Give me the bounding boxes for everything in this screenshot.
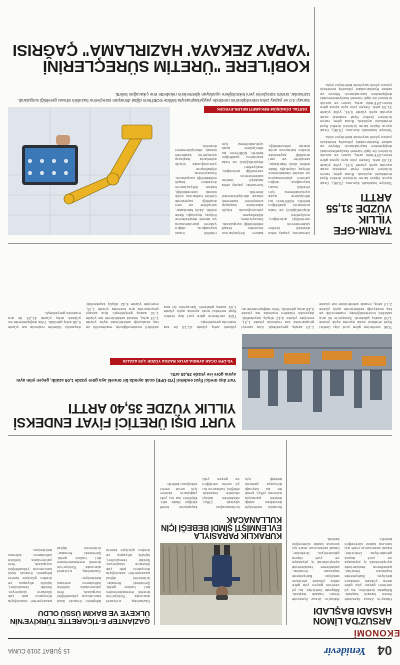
ppi-paragraph: TÜİK verilerine göre yurt dışı üretici fiyat endeksi ocak ayında aylık yüzde 1,05 azalış gösterdi. Sanayinin iki ana sektörü incelendiğinde, madencilik ve taş ocakçılığı sektöründe aylık yüzde 2,13 artış, imalat sektöründe ise yüzde 1,10 azalış gerçekleşti. Ana sanayi gruplarında ara malında yüzde 1,31, enerjide yüzde 4,42 düşüş kaydedildi; dayanıklı tüketim malında ise yüzde 0,48 artış görüldü. Yıllık değişimlerde en yüksek artış yüzde 41,25 ile ara malında gerçekleşti.: [163, 302, 392, 329]
newspaper-logo: Yenidevir: [323, 645, 366, 657]
main-kicker: DİJİTAL DÖNÜŞÜM REKABETİ BELİRLEYECEK: [204, 106, 310, 113]
drought-headline: ARSUZ'DA LİMON HASADI BAŞLADI: [313, 605, 392, 626]
robot-arm-photo: [8, 107, 170, 235]
page-number: 04: [377, 643, 392, 658]
section-label: EKONOMİ: [353, 628, 400, 638]
ppi-paragraph-cont: TÜİK verilerine göre yurt dışı üretici fiyat endeksi ocak ayında aylık yüzde 1,05 azalış gösterdi. Sanayinin iki ana sektörü incelendiğinde, madencilik ve taş ocakçılığı sektöründe aylık yüzde 2,13 artış, imalat sektöründe ise yüzde 1,10 azalış gerçekleşti. Ana sanayi gruplarında ara malında yüzde 1,31, enerjide yüzde 4,42 düşüş kaydedildi; dayanıklı tüketim malında ise yüzde 0,48 artış görüldü. Yıllık değişimlerde en yüksek artış yüzde 41,25 ile ara malında gerçekleşti.: [8, 302, 237, 329]
farmer-photo: [160, 543, 282, 625]
agri-ppi-paragraph-cont: Türkiye İstatistik Kurumu (TÜİK), Ocak ayına ilişkin tarım ürünleri üretici fiyat endeksini açıkladı. Buna göre, tarım ürünleri üretici fiyat endeksi ocak ayında aylık yüzde 5,91, yıllık yüzde 31,55 arttı. Geçen yılın aynı ayına göre tarım-ÜFE'deki artış, tarım ve avcılık ürünleri ile ilgili hizmet faaliyetlerindeki değişimden kaynaklandı. Meyve ve sebze fiyatlarındaki yükseliş endeksin yukarı yönlü seyrinde belirleyici oldu.: [320, 82, 392, 133]
column-divider: [154, 440, 155, 625]
agri-ppi-body: [320, 7, 392, 185]
ecommerce-paragraph-cont: Gaziantep, e-ticaret alanında Türkiye'nin önemli merkezlerinden biri haline geldi. Şehirdeki firmalar, ürünlerini dijital pazaryerleri aracılığıyla dünyanın pek çok ülkesine ulaştırıyor. Sektör temsilcileri, lojistik altyapısı ve üretim gücüyle kentin bölgenin ihracat üssü konumuna yükseldiğini vurguladı. Yeni yatırımlarla birlikte istihdamın artması bekleniyor.: [8, 546, 101, 603]
column-divider: [286, 440, 287, 625]
drought-paragraph: Hatay'ın Arsuz ilçesinde limon hasadı başladı. Bölgede üreticiler, bu yıl verimin geçen yıla göre daha yüksek olmasını bekliyor. Bahçelerde toplanan limonlar, paketleme tesislerinde ayrıştırılarak iç piyasaya ve yurt dışına gönderiliyor. Üreticiler, hasat sezonunun mart ayı sonuna kadar süreceğini belirtti.: [344, 537, 392, 601]
farmer-headline: KURAKLIK PARASIYLA EVLENMİŞTİ ŞİMDİ BEBEĞİ İÇİN KULLANACAK: [161, 514, 282, 540]
farmer-body: [160, 439, 282, 509]
column-divider: [314, 7, 315, 235]
main-headline: KOBİ'LERE "ÜRETİM SÜREÇLERİNİ 'YAPAY ZEKAYA' HAZIRLAMA" ÇAĞRISI: [12, 41, 310, 74]
drought-paragraph-cont: Hatay'ın Arsuz ilçesinde limon hasadı başladı. Bölgede üreticiler, bu yıl verimin geçen yıla göre daha yüksek olmasını bekliyor. Bahçelerde toplanan limonlar, paketleme tesislerinde ayrıştırılarak iç piyasaya ve yurt dışına gönderiliyor. Üreticiler, hasat sezonunun mart ayı sonuna kadar süreceğini belirtti.: [292, 537, 340, 601]
robot-arm-image: [8, 107, 170, 235]
main-body: [175, 115, 310, 235]
main-paragraph-cont: Uzmanlar, yapay zeka destekli üretim sistemlerinin verimliliği artırdığını, maliyetleri düşürdüğünü ve hata oranlarını azalttığını belirtti. KOBİ'lerin bu dönüşüme ayak uydurabilmesi için nitelikli insan kaynağına, doğru yatırım planlamasına ve devlet desteklerine ihtiyaç duyduğu ifade edildi. Akıllı fabrikalar, sensörler ve veri analitiği sayesinde üretim hatlarının anlık olarak izlenebildiği, bakım ihtiyaçlarının önceden tespit edilebildiği vurgulandı. Sanayicilere, dijitalleşme yolculuğunda küçük adımlarla başlayıp süreçlerini kademeli olarak dönüştürmeleri önerildi.: [175, 141, 264, 235]
farmer-paragraph: Kuraklık nedeniyle devletten aldığı destek parasıyla evlenen çiftçi, şimdi de bu kaynağı dünyaya gelecek bebeği için kullanacağını söyledi. Çiftçi, destekten dolayı devlete teşekkür ettiğini, tarlasının bu yıl verim verdiğini ve geçen yılki kayıplarını telafi ettiğini ifade etti. Köylüler ise bu yılki yağışların ekinler için umut verici olduğunu belirtti.: [160, 477, 282, 509]
ecommerce-headline: GAZİANTEP E-TİCARETTE TÜRKİYE'NİN ÜLKEYE VE BAKIM ÜSSÜ OLDU: [10, 609, 150, 626]
ppi-kicker: YD-ÜFE OCAK AYINDA AYLIK BAZDA YÜZDE 1,05 AZALDI: [110, 358, 236, 365]
farmer-photo-image: [160, 543, 282, 625]
agri-ppi-paragraph: Türkiye İstatistik Kurumu (TÜİK), Ocak ayına ilişkin tarım ürünleri üretici fiyat endeksini açıkladı. Buna göre, tarım ürünleri üretici fiyat endeksi ocak ayında aylık yüzde 5,91, yıllık yüzde 31,55 arttı. Geçen yılın aynı ayına göre tarım-ÜFE'deki artış, tarım ve avcılık ürünleri ile ilgili hizmet faaliyetlerindeki değişimden kaynaklandı. Meyve ve sebze fiyatlarındaki yükseliş endeksin yukarı yönlü seyrinde belirleyici oldu.: [320, 135, 392, 185]
agri-ppi-headline: TARIM-GFE YILLIK VÜZDE 31,55 ARTTI: [326, 191, 392, 236]
factory-photo-image: [242, 334, 392, 430]
issue-date: 15 ŞUBAT 2019 CUMA: [8, 647, 71, 653]
ecommerce-body: [8, 440, 150, 603]
factory-photo: [242, 334, 392, 430]
ecommerce-paragraph: Gaziantep, e-ticaret alanında Türkiye'nin önemli merkezlerinden biri haline geldi. Şehirdeki firmalar, ürünlerini dijital pazaryerleri aracılığıyla dünyanın pek çok ülkesine ulaştırıyor. Sektör temsilcileri, lojistik altyapısı ve üretim gücüyle kentin bölgenin ihracat üssü konumuna yükseldiğini vurguladı. Yeni yatırımlarla birlikte istihdamın artması bekleniyor.: [57, 548, 150, 603]
row-divider: [8, 243, 392, 244]
row-divider: [8, 435, 392, 436]
drought-body: [292, 426, 392, 601]
main-paragraph: Uzmanlar, yapay zeka destekli üretim sistemlerinin verimliliği artırdığını, maliyetleri düşürdüğünü ve hata oranlarını azalttığını belirtti. KOBİ'lerin bu dönüşüme ayak uydurabilmesi için nitelikli insan kaynağına, doğru yatırım planlamasına ve devlet desteklerine ihtiyaç duyduğu ifade edildi. Akıllı fabrikalar, sensörler ve veri analitiği sayesinde üretim hatlarının anlık olarak izlenebildiği, bakım ihtiyaçlarının önceden tespit edilebildiği vurgulandı. Sanayicilere, dijitalleşme yolculuğunda küçük adımlarla başlayıp süreçlerini kademeli olarak dönüştürmeleri önerildi.: [221, 143, 310, 235]
ppi-deck: Yurt dışı üretici fiyat endeksi (YD-ÜFE) ocak ayında bir önceki aya göre yüzde 1,05 azaldı, geçen yılın aynı ayına göre ise yüzde 35,40 arttı.: [16, 372, 236, 383]
masthead: [8, 638, 392, 659]
main-deck: Sanayi 4.0 ve yapay zeka teknolojilerinin üretimde yaygınlaşmasıyla birlikte KOBİ'lerin dijital dönüşüm süreçlerine hazırlıklı olması gerektiği vurgulandı. Uzmanlar, üretim süreçlerini yeni teknolojilere uyarlayan işletmelerin rekabette öne çıkacağını belirtti.: [17, 92, 310, 103]
ppi-body: [8, 249, 392, 329]
ppi-headline: YURT DIŞI ÜRETİCİ FİYAT ENDEKSİ YILLIK YÜZDE 35,40 ARTTI: [13, 401, 236, 430]
